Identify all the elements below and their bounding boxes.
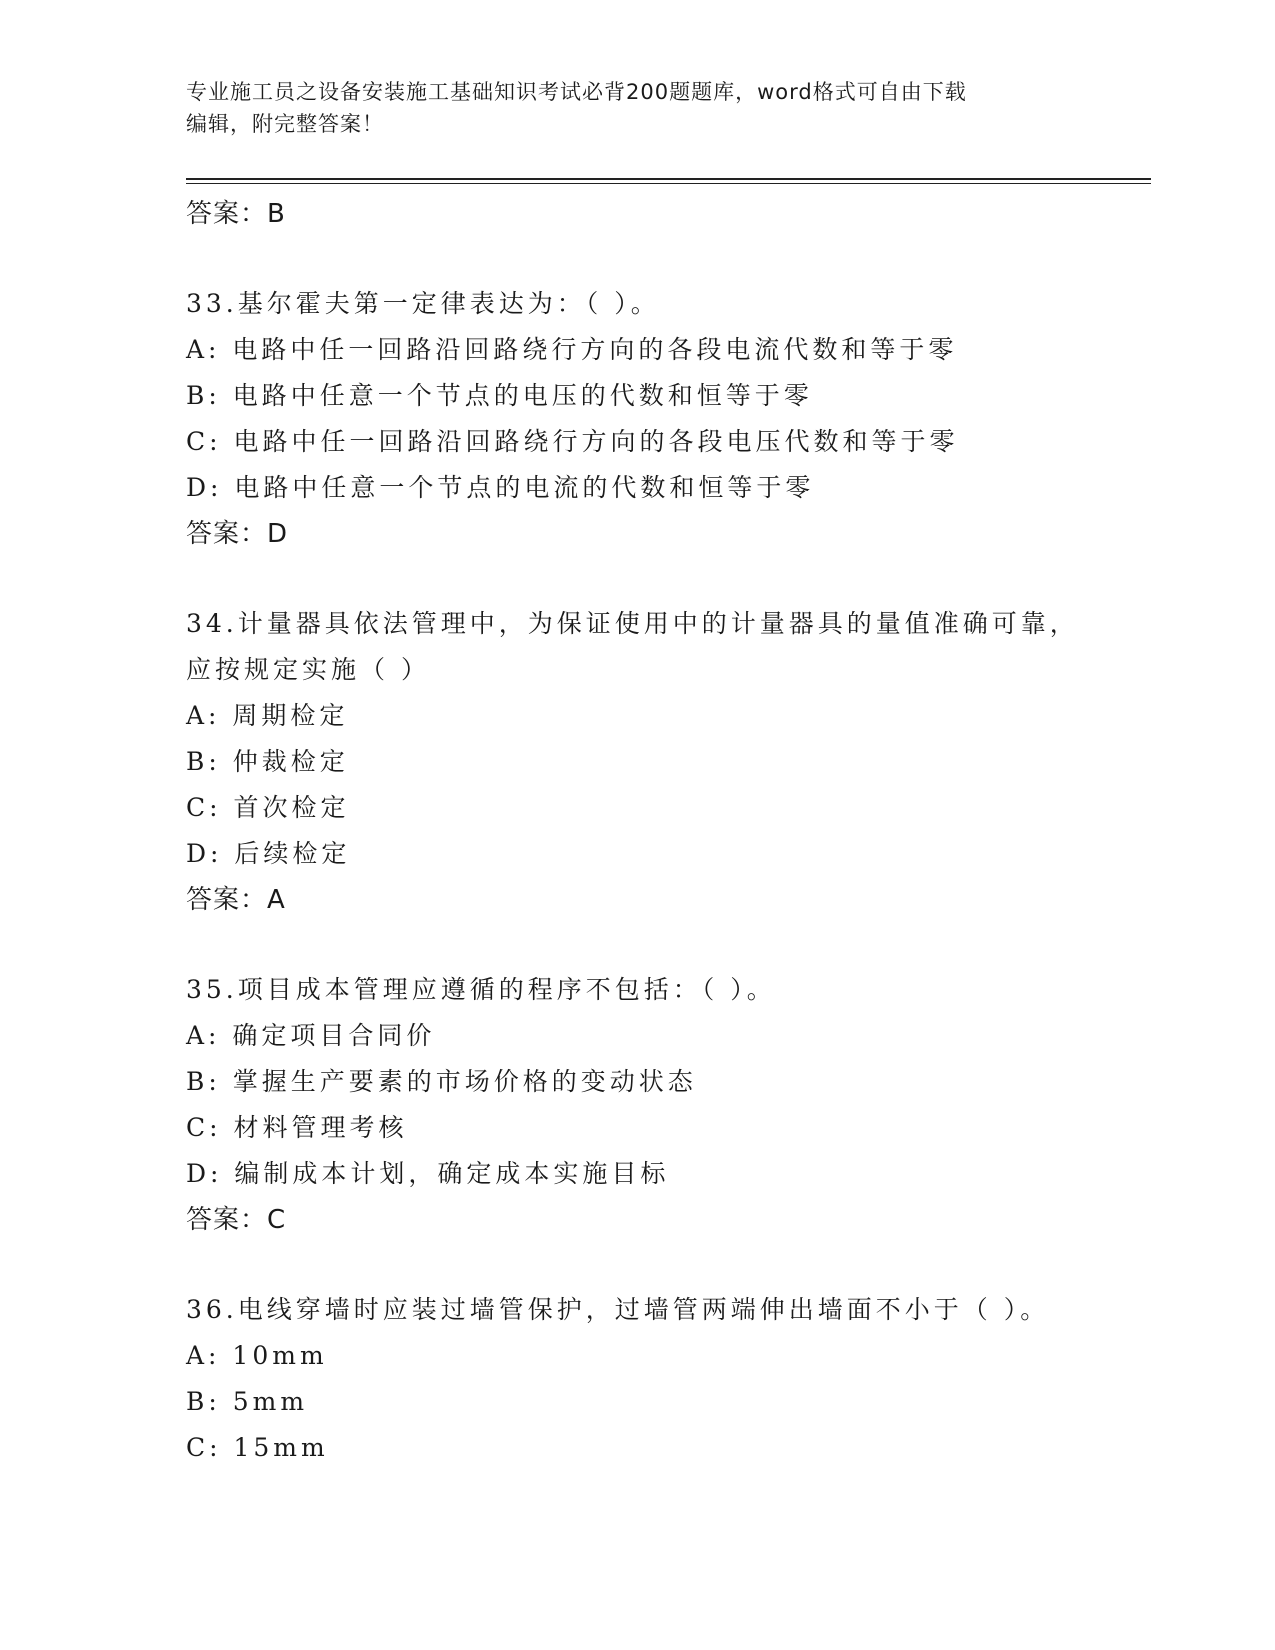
question-stem: 36.电线穿墙时应装过墙管保护，过墙管两端伸出墙面不小于（ ）。 xyxy=(186,1295,1050,1324)
question-36 xyxy=(186,1287,1086,1471)
answer: 答案：C xyxy=(186,1205,287,1235)
option-b: B: 掌握生产要素的市场价格的变动状态 xyxy=(186,1067,697,1096)
question-stem: 33.基尔霍夫第一定律表达为：（ ）。 xyxy=(186,289,660,318)
header-rule-thin xyxy=(186,183,1151,184)
header-rule-thick xyxy=(186,178,1151,180)
option-a: A: 10mm xyxy=(186,1341,328,1370)
header-line-1: 专业施工员之设备安装施工基础知识考试必背200题题库，word格式可自由下载 xyxy=(186,80,967,104)
document-header xyxy=(186,76,1086,140)
option-c: C: 15mm xyxy=(186,1433,329,1462)
option-b: B: 仲裁检定 xyxy=(186,747,349,776)
spacer xyxy=(186,557,1086,601)
option-b: B: 5mm xyxy=(186,1387,309,1416)
answer: 答案：D xyxy=(186,519,289,549)
question-34 xyxy=(186,601,1086,923)
question-33 xyxy=(186,281,1086,557)
option-d: D: 电路中任意一个节点的电流的代数和恒等于零 xyxy=(186,473,815,502)
option-b: B: 电路中任意一个节点的电压的代数和恒等于零 xyxy=(186,381,813,410)
question-35 xyxy=(186,967,1086,1243)
option-c: C: 电路中任一回路沿回路绕行方向的各段电压代数和等于零 xyxy=(186,427,959,456)
option-c: C: 材料管理考核 xyxy=(186,1113,408,1142)
answer-32: 答案：B xyxy=(186,199,286,229)
question-stem-continued: 应按规定实施（ ） xyxy=(186,655,430,684)
option-a: A: 周期检定 xyxy=(186,701,349,730)
option-d: D: 编制成本计划，确定成本实施目标 xyxy=(186,1159,670,1188)
answer: 答案：A xyxy=(186,885,286,915)
question-stem: 35.项目成本管理应遵循的程序不包括：（ ）。 xyxy=(186,975,776,1004)
option-c: C: 首次检定 xyxy=(186,793,350,822)
option-a: A: 确定项目合同价 xyxy=(186,1021,436,1050)
spacer xyxy=(186,923,1086,967)
option-d: D: 后续检定 xyxy=(186,839,351,868)
spacer xyxy=(186,237,1086,281)
header-line-2: 编辑，附完整答案！ xyxy=(186,112,384,136)
question-list xyxy=(186,191,1086,1471)
question-stem: 34.计量器具依法管理中，为保证使用中的计量器具的量值准确可靠， xyxy=(186,609,1079,638)
option-a: A: 电路中任一回路沿回路绕行方向的各段电流代数和等于零 xyxy=(186,335,958,364)
spacer xyxy=(186,1243,1086,1287)
